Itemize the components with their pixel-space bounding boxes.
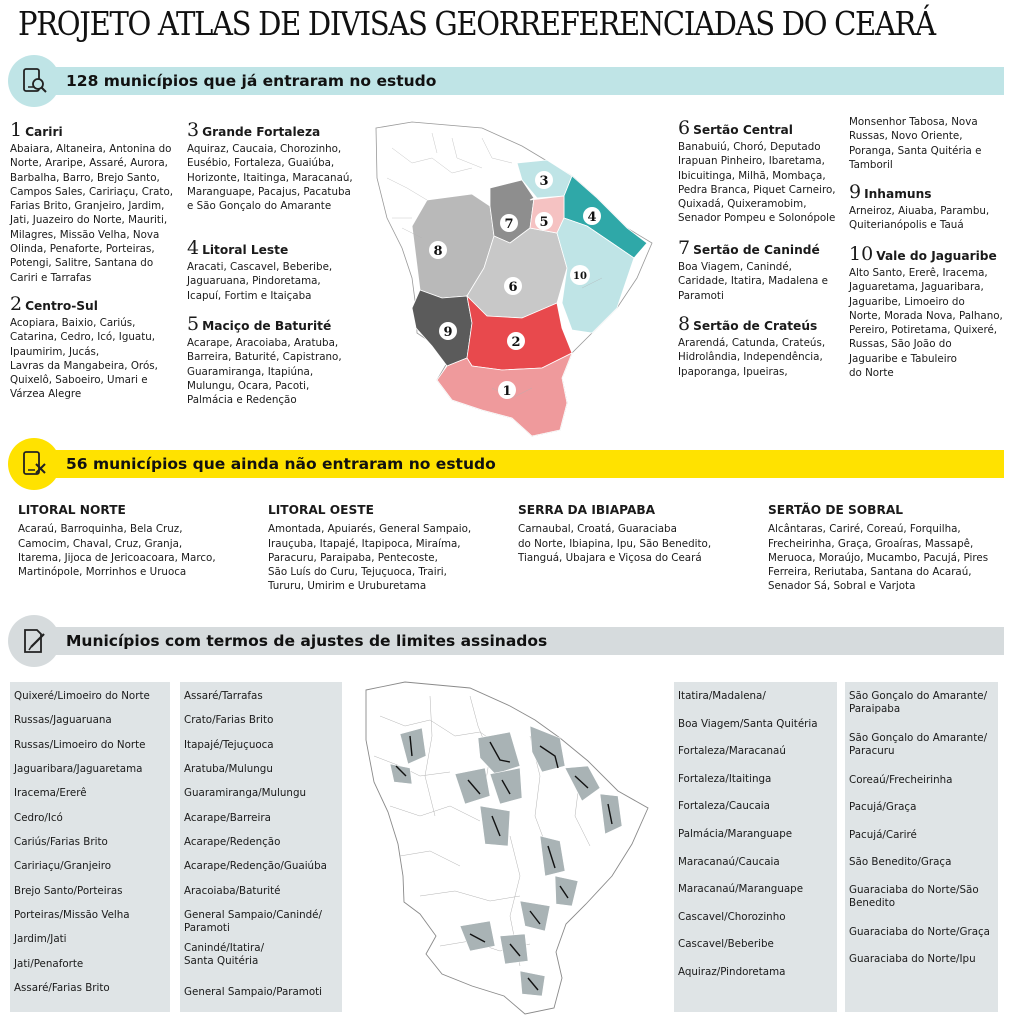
signed-pair: Cascavel/Chorozinho bbox=[678, 911, 786, 923]
signed-pair: Palmácia/Maranguape bbox=[678, 828, 793, 840]
region-municipalities: Arneiroz, Aiuaba, Parambu, Quiterianópolis e Tauá bbox=[849, 205, 990, 232]
region-municipalities: Aracati, Cascavel, Beberibe, Jaguaruana, Pindoretama, Icapuí, Fortim e Itaiçaba bbox=[187, 261, 333, 302]
svg-text:3: 3 bbox=[539, 174, 549, 189]
signed-pair: Pacujá/Graça bbox=[849, 801, 917, 813]
map-label-3 bbox=[535, 171, 553, 189]
tablet-x-icon bbox=[19, 449, 49, 479]
map-label-7 bbox=[500, 214, 518, 232]
region-sertao-crateus bbox=[678, 314, 843, 379]
signed-pair: Acarape/Barreira bbox=[184, 812, 271, 824]
region-number: 6 bbox=[678, 117, 691, 139]
signed-pair: Coreaú/Frecheirinha bbox=[849, 774, 953, 786]
signed-pair: Russas/Limoeiro do Norte bbox=[14, 739, 146, 751]
signed-pair: Maracanaú/Maranguape bbox=[678, 883, 804, 895]
signed-pair: Russas/Jaguaruana bbox=[14, 714, 112, 726]
signed-pair: General Sampaio/Canindé/ Paramoti bbox=[184, 909, 322, 934]
signed-list-2 bbox=[180, 682, 342, 1012]
not-studied-region-name: LITORAL NORTE bbox=[18, 503, 126, 517]
region-name: Grande Fortaleza bbox=[202, 125, 321, 139]
signed-pair: Guaraciaba do Norte/Ipu bbox=[849, 953, 976, 965]
region-municipalities: Acopiara, Baixio, Cariús, Catarina, Cedro, Icó, Iguatu, Ipaumirim, Jucás, Lavras da Mangabeira, Orós, Quixelô, Saboeiro, Umari e Várzea Alegre bbox=[10, 317, 158, 401]
region-municipalities: Ararendá, Catunda, Crateús, Hidrolândia, Independência, Ipaporanga, Ipueiras, bbox=[678, 337, 826, 378]
signed-pair: Caririaçu/Granjeiro bbox=[14, 860, 112, 872]
region-number: 4 bbox=[187, 237, 200, 259]
not-studied-municipalities: Acaraú, Barroquinha, Bela Cruz, Camocim, Chaval, Cruz, Granja, Itarema, Jijoca de Jericoacoara, Marco, Martinópole, Morrinhos e Uruoca bbox=[18, 523, 216, 579]
signed-pair: Assaré/Tarrafas bbox=[184, 690, 263, 702]
region-municipalities: Abaiara, Altaneira, Antonina do Norte, Araripe, Assaré, Aurora, Barbalha, Barro, Brejo Santo, Campos Sales, Caririaçu, Crato, Farias Brito, Granjeiro, Jardim, Jati, Juazeiro do Norte, Mauriti, Milagres, Missão Velha, Nova Olinda, Penaforte, Porteiras, Potengi, Salitre, Santana do Cariri e Tarrafas bbox=[10, 143, 174, 284]
not-studied-region-name: SERRA DA IBIAPABA bbox=[518, 503, 656, 517]
signed-heading: Municípios com termos de ajustes de limites assinados bbox=[66, 632, 548, 650]
page-title: PROJETO ATLAS DE DIVISAS GEORREFERENCIADAS DO CEARÁ bbox=[18, 4, 935, 43]
signed-pair: São Gonçalo do Amarante/ Paraipaba bbox=[849, 690, 988, 715]
region-litoral-leste bbox=[187, 238, 362, 303]
region-name: Cariri bbox=[25, 125, 63, 139]
region-centro-sul bbox=[10, 294, 180, 402]
signed-pair: Fortaleza/Itaitinga bbox=[678, 773, 772, 785]
map-label-5 bbox=[535, 212, 553, 230]
signed-list-4 bbox=[845, 682, 998, 1012]
not-studied-municipalities: Amontada, Apuiarés, General Sampaio, Irauçuba, Itapajé, Itapipoca, Miraíma, Paracuru, Paraipaba, Pentecoste, São Luís do Curu, Tejuçuoca, Trairi, Tururu, Umirim e Uruburetama bbox=[268, 523, 472, 593]
svg-text:1: 1 bbox=[502, 384, 512, 399]
signed-pair: Acarape/Redenção/Guaiúba bbox=[184, 860, 327, 872]
region-grande-fortaleza bbox=[187, 120, 362, 213]
signed-pair: Jaguaribara/Jaguaretama bbox=[14, 763, 143, 775]
not-studied-region-name: LITORAL OESTE bbox=[268, 503, 374, 517]
signed-pair: Pacujá/Cariré bbox=[849, 829, 917, 841]
signed-pair: Fortaleza/Caucaia bbox=[678, 800, 770, 812]
svg-text:7: 7 bbox=[504, 217, 514, 232]
signed-pair: Crato/Farias Brito bbox=[184, 714, 274, 726]
region-number: 9 bbox=[849, 181, 862, 203]
signed-pair: Itatira/Madalena/ bbox=[678, 690, 766, 702]
svg-text:9: 9 bbox=[443, 325, 453, 340]
signed-pair: Guaraciaba do Norte/São Benedito bbox=[849, 884, 979, 909]
signed-pair: Iracema/Ererê bbox=[14, 787, 87, 799]
signed-pair: Aracoiaba/Baturité bbox=[184, 885, 281, 897]
map-label-2 bbox=[507, 332, 525, 350]
not-studied-sertao-sobral bbox=[768, 503, 1010, 594]
region-number: 5 bbox=[187, 313, 200, 335]
region-name: Sertão Central bbox=[693, 123, 793, 137]
svg-text:6: 6 bbox=[508, 280, 518, 295]
map-label-9 bbox=[439, 322, 457, 340]
region-number: 1 bbox=[10, 119, 23, 141]
region-number: 7 bbox=[678, 237, 691, 259]
region-name: Sertão de Canindé bbox=[693, 243, 820, 257]
signed-pair: Brejo Santo/Porteiras bbox=[14, 885, 123, 897]
not-studied-municipalities: Carnaubal, Croatá, Guaraciaba do Norte, Ibiapina, Ipu, São Benedito, Tianguá, Ubajara e Viçosa do Ceará bbox=[518, 523, 712, 564]
region-inhamuns bbox=[849, 182, 1009, 233]
svg-text:4: 4 bbox=[587, 210, 597, 225]
signed-list-1 bbox=[10, 682, 170, 1012]
signed-pair: Aquiraz/Pindoretama bbox=[678, 966, 786, 978]
signed-pair: General Sampaio/Paramoti bbox=[184, 986, 323, 998]
map-label-1 bbox=[498, 381, 516, 399]
region-name: Litoral Leste bbox=[202, 243, 289, 257]
signed-pair: Cascavel/Beberibe bbox=[678, 938, 774, 950]
region-name: Centro-Sul bbox=[25, 299, 98, 313]
map-label-10 bbox=[570, 265, 590, 285]
region-municipalities: Banabuiú, Choró, Deputado Irapuan Pinheiro, Ibaretama, Ibicuitinga, Milhã, Mombaça, Pedra Branca, Piquet Carneiro, Quixadá, Quixeramobim, Senador Pompeu e Solonópole bbox=[678, 141, 836, 225]
signed-pair: São Benedito/Graça bbox=[849, 856, 952, 868]
not-studied-icon-circle bbox=[8, 438, 60, 490]
signed-pair: São Gonçalo do Amarante/ Paracuru bbox=[849, 732, 988, 757]
signed-pair: Jati/Penaforte bbox=[14, 958, 84, 970]
signed-pair: Assaré/Farias Brito bbox=[14, 982, 110, 994]
region-number: 3 bbox=[187, 119, 200, 141]
map-label-6 bbox=[504, 277, 522, 295]
region-cariri bbox=[10, 120, 180, 285]
regions-map bbox=[372, 118, 676, 440]
studied-icon-circle bbox=[8, 55, 60, 107]
not-studied-heading: 56 municípios que ainda não entraram no estudo bbox=[66, 455, 496, 473]
signed-pair: Aratuba/Mulungu bbox=[184, 763, 273, 775]
map-label-8 bbox=[429, 241, 447, 259]
not-studied-municipalities: Alcântaras, Cariré, Coreaú, Forquilha, Frecheirinha, Graça, Groaíras, Massapê, Meruoca, Moraújo, Mucambo, Pacujá, Pires Ferreira, Reriutaba, Santana do Acaraú, Senador Sá, Sobral e Varjota bbox=[768, 523, 989, 593]
region-municipalities: Aquiraz, Caucaia, Chorozinho, Eusébio, Fortaleza, Guaiúba, Horizonte, Itaitinga, Maracanaú, Maranguape, Pacajus, Pacatuba e São Gonçalo do Amarante bbox=[187, 143, 353, 213]
region-number: 8 bbox=[678, 313, 691, 335]
signed-pair: Maracanaú/Caucaia bbox=[678, 856, 780, 868]
svg-text:5: 5 bbox=[539, 215, 549, 230]
signed-pair: Fortaleza/Maracanaú bbox=[678, 745, 786, 757]
region-name: Maciço de Baturité bbox=[202, 319, 332, 333]
map-label-4 bbox=[583, 207, 601, 225]
region-number: 2 bbox=[10, 293, 23, 315]
not-studied-litoral-norte bbox=[18, 503, 263, 579]
region-macico-baturite bbox=[187, 314, 362, 407]
signed-pair: Canindé/Itatira/ Santa Quitéria bbox=[184, 942, 265, 967]
not-studied-serra-ibiapaba bbox=[518, 503, 763, 565]
svg-text:10: 10 bbox=[573, 271, 587, 282]
signed-pair: Jardim/Jati bbox=[14, 933, 67, 945]
signed-pair: Itapajé/Tejuçuoca bbox=[184, 739, 274, 751]
region-name: Sertão de Crateús bbox=[693, 319, 818, 333]
region-municipalities: Monsenhor Tabosa, Nova Russas, Novo Oriente, Poranga, Santa Quitéria e Tamboril bbox=[849, 116, 982, 171]
region-sertao-caninde bbox=[678, 238, 843, 303]
signed-pair: Cedro/Icó bbox=[14, 812, 63, 824]
region-municipalities: Acarape, Aracoiaba, Aratuba, Barreira, Baturité, Capistrano, Guaramiranga, Itapiúna, Mulungu, Ocara, Pacoti, Palmácia e Redenção bbox=[187, 337, 342, 407]
not-studied-region-name: SERTÃO DE SOBRAL bbox=[768, 503, 904, 517]
signed-pair: Quixeré/Limoeiro do Norte bbox=[14, 690, 150, 702]
signed-map bbox=[360, 676, 662, 1018]
region-sertao-crateus-cont bbox=[849, 115, 1009, 172]
studied-heading: 128 municípios que já entraram no estudo bbox=[66, 72, 437, 90]
signed-pair: Acarape/Redenção bbox=[184, 836, 281, 848]
region-name: Inhamuns bbox=[864, 187, 932, 201]
svg-text:2: 2 bbox=[511, 335, 521, 350]
signed-pair: Cariús/Farias Brito bbox=[14, 836, 108, 848]
svg-text:8: 8 bbox=[433, 244, 443, 259]
region-municipalities: Alto Santo, Ererê, Iracema, Jaguaretama, Jaguaribara, Jaguaribe, Limoeiro do Norte, Morada Nova, Palhano, Pereiro, Potiretama, Quixeré, Russas, São João do Jaguaribe e Tabuleiro do Norte bbox=[849, 267, 1003, 380]
region-municipalities: Boa Viagem, Canindé, Caridade, Itatira, Madalena e Paramoti bbox=[678, 261, 828, 302]
signed-list-3 bbox=[674, 682, 837, 1012]
signed-pair: Guaramiranga/Mulungu bbox=[184, 787, 307, 799]
document-pen-icon bbox=[19, 626, 49, 656]
signed-pair: Boa Viagem/Santa Quitéria bbox=[678, 718, 818, 730]
region-name: Vale do Jaguaribe bbox=[876, 249, 997, 263]
region-sertao-central bbox=[678, 118, 843, 226]
not-studied-litoral-oeste bbox=[268, 503, 513, 594]
tablet-search-icon bbox=[19, 66, 49, 96]
signed-pair: Guaraciaba do Norte/Graça bbox=[849, 926, 990, 938]
region-number: 10 bbox=[849, 243, 874, 265]
region-vale-jaguaribe bbox=[849, 244, 1009, 380]
signed-pair: Porteiras/Missão Velha bbox=[14, 909, 130, 921]
signed-icon-circle bbox=[8, 615, 60, 667]
